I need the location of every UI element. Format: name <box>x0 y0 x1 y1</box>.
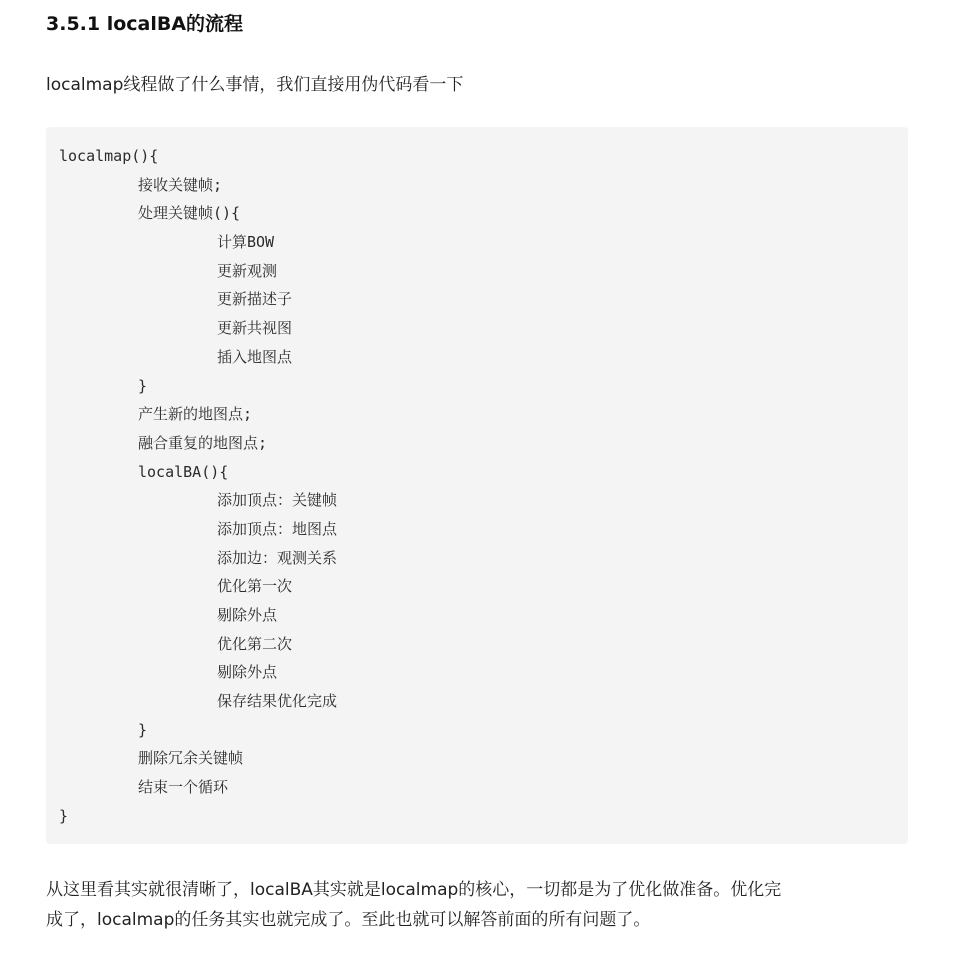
code-line: } <box>138 720 148 739</box>
code-line: localmap(){ <box>59 147 159 165</box>
code-line: 优化第一次 <box>217 577 293 596</box>
code-line: 删除冗余关键帧 <box>138 749 244 768</box>
section-heading: 3.5.1 localBA的流程 <box>46 13 244 35</box>
code-line: 计算BOW <box>217 233 275 252</box>
code-line: 添加顶点：关键帧 <box>217 491 338 510</box>
code-line: 结束一个循环 <box>138 778 229 797</box>
intro-paragraph: localmap线程做了什么事情，我们直接用伪代码看一下 <box>46 75 464 95</box>
pseudo-code-block <box>46 127 908 844</box>
code-line: 融合重复的地图点; <box>138 433 268 452</box>
code-line: 更新观测 <box>217 261 278 280</box>
code-line: } <box>138 376 148 395</box>
code-line: } <box>59 806 69 825</box>
code-line: 添加顶点：地图点 <box>217 519 338 538</box>
code-line: 产生新的地图点; <box>138 405 253 424</box>
code-line: 优化第二次 <box>217 634 293 653</box>
code-line: 添加边：观测关系 <box>217 548 338 567</box>
code-line: 更新共视图 <box>217 319 293 338</box>
summary-line-2: 成了，localmap的任务其实也就完成了。至此也就可以解答前面的所有问题了。 <box>46 910 651 930</box>
code-line: 保存结果优化完成 <box>217 692 338 711</box>
code-line: 剔除外点 <box>217 606 278 624</box>
code-line: 剔除外点 <box>217 663 278 682</box>
summary-paragraph <box>46 875 916 935</box>
code-line: 处理关键帧(){ <box>138 204 241 223</box>
code-line: 插入地图点 <box>217 347 293 366</box>
code-line: 接收关键帧; <box>138 175 223 194</box>
summary-line-1: 从这里看其实就很清晰了，localBA其实就是localmap的核心，一切都是为了优化做准备。优化完 <box>46 880 782 900</box>
code-line: localBA(){ <box>138 462 229 481</box>
code-line: 更新描述子 <box>217 290 293 309</box>
